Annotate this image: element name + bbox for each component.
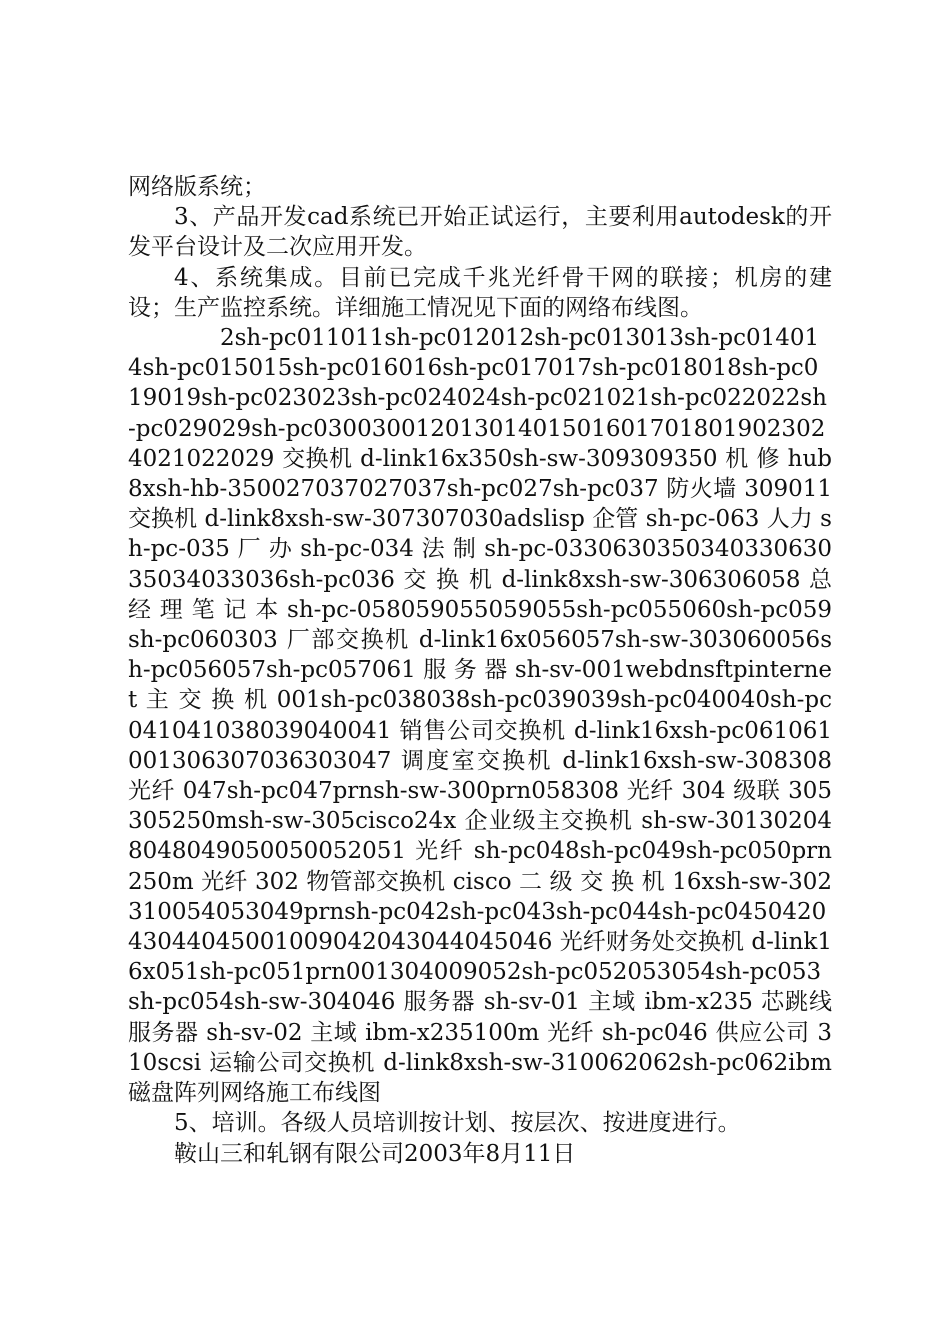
paragraph-cad-development: 3、产品开发cad系统已开始正试运行，主要利用autodesk的开发平台设计及二次应用开发。 — [128, 204, 832, 261]
paragraph-training: 5、培训。各级人员培训按计划、按层次、按进度进行。 — [174, 1110, 741, 1137]
paragraph-network-system: 网络版系统； — [128, 174, 266, 200]
paragraph-system-integration: 4、系统集成。目前已完成千兆光纤骨干网的联接；机房的建设；生产监控系统。详细施工情况见下面的网络布线图。 — [128, 264, 832, 321]
paragraph-network-wiring-diagram-text: 2sh-pc011011sh-pc012012sh-pc013013sh-pc014014sh-pc015015sh-pc016016sh-pc017017sh-pc018018sh-pc019019sh-pc023023sh-pc024024sh-pc021021sh-pc022022sh-pc029029sh-pc030030012013014015016017018019023024021022029 交换机 d-link16x350sh-sw-309309350 机 修 hub8xsh-hb-350027037027037sh-pc027sh-pc037 防火墙 309011 交换机 d-link8xsh-sw-307307030adslisp 企管 sh-pc-063 人力 sh-pc-035 厂 办 sh-pc-034 法 制 sh-pc-033063035034033063035034033036sh-pc036 交 换 机 d-link8xsh-sw-306306058 总 经 理 笔 记 本 sh-pc-058059055059055sh-pc055060sh-pc059sh-pc060303 厂部交换机 d-link16x056057sh-sw-303060056sh-pc056057sh-pc057061 服 务 器 sh-sv-001webdnsftpinternet 主 交 换 机 001sh-pc038038sh-pc039039sh-pc040040sh-pc041041038039040041 销售公司交换机 d-link16xsh-pc061061001306307036303047 调度室交换机 d-link16xsh-sw-308308 光纤 047sh-pc047prnsh-sw-300prn058308 光纤 304 级联 305305250msh-sw-305cisco24x 企业级主交换机 sh-sw-30130204804804905005005205​1 光纤 sh-pc048sh-pc049sh-pc050prn250m 光纤 302 物管部交换机 cisco 二 级 交 换 机 16xsh-sw-302310054053049prnsh-pc042sh-pc043sh-pc044sh-pc045042043044045001009042043044045046 光纤财务处交换机 d-link16x051sh-pc051prn001304009052sh-pc052053054sh-pc053sh-pc054sh-sw-304046 服务器 sh-sv-01 主域 ibm-x235 芯跳线服务器 sh-sv-02 主域 ibm-x235100m 光纤 sh-pc046 供应公司 310scsi 运输公司交换机 d-link8xsh-sw-310062062sh-pc062ibm 磁盘阵列网络施工布线图 — [128, 325, 832, 1107]
document-body — [128, 172, 832, 1169]
signature-company-date: 鞍山三和轧钢有限公司2003年8月11日 — [174, 1140, 576, 1167]
